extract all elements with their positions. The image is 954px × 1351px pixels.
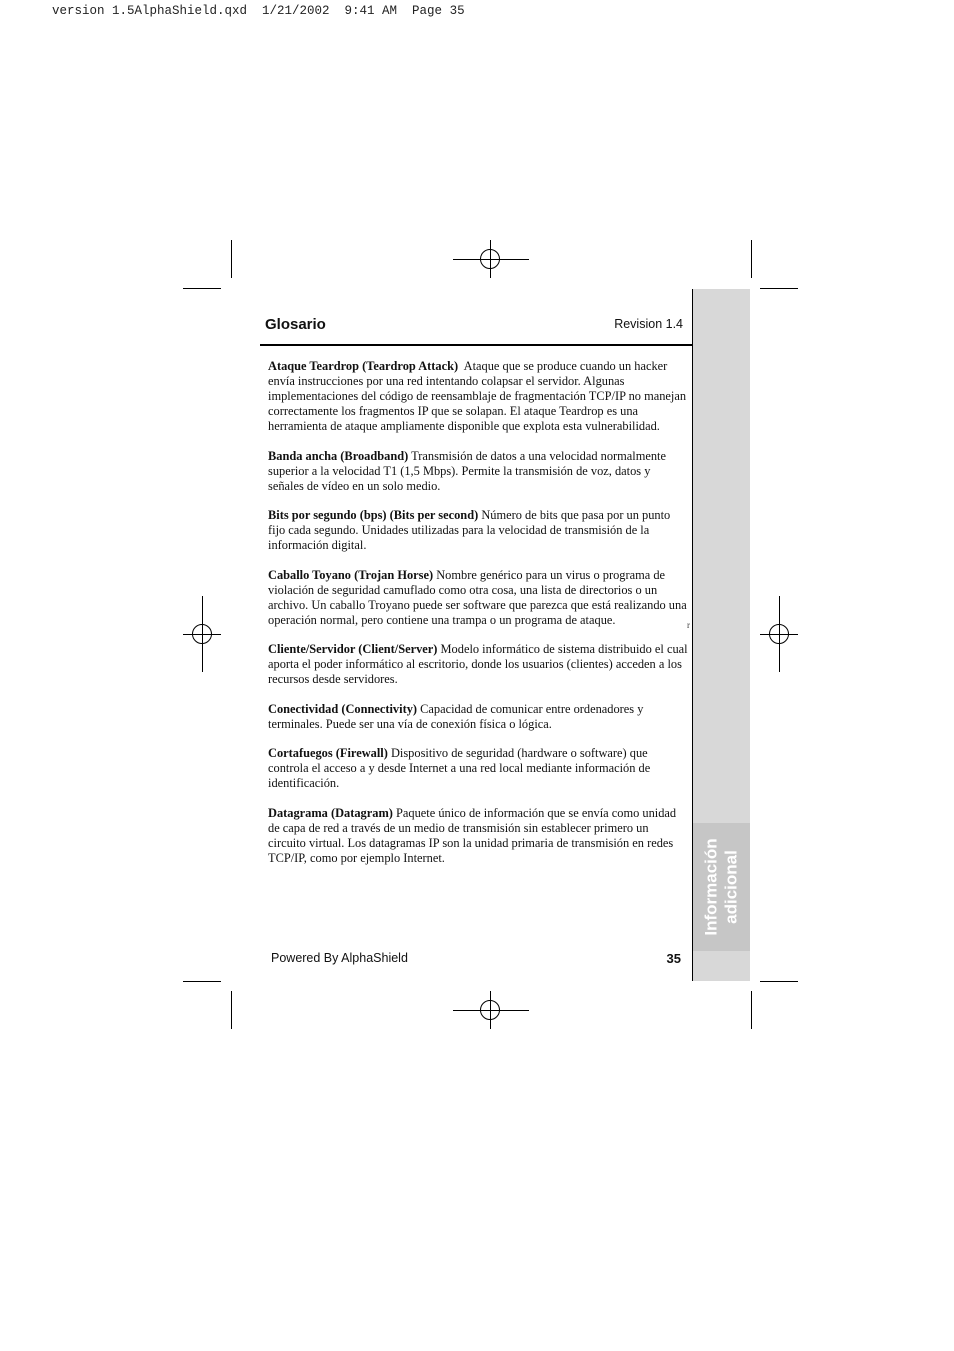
side-tab-label xyxy=(693,823,750,951)
header-rule xyxy=(260,344,693,346)
glossary-entry xyxy=(268,359,688,434)
crop-mark xyxy=(751,240,752,278)
glossary-definition: Dispositivo de seguridad (hardware o software) que controla el acceso a y desde Internet a una red local mediante información de identificación. xyxy=(268,746,651,790)
glossary-entry xyxy=(268,568,688,628)
side-tab-line1: Información xyxy=(701,838,721,936)
glossary-term: Datagrama (Datagram) xyxy=(268,805,393,820)
glossary-definition: Capacidad de comunicar entre ordenadores y terminales. Puede ser una vía de conexión física o lógica. xyxy=(268,701,644,731)
glossary-definition: Ataque que se produce cuando un hacker envía instrucciones por una red intentando colapsar el servidor. Algunas implementaciones del código de reensamblaje de fragmentación TCP/IP no manejan correctamente los fragmentos IP que se solapan. El ataque Teardrop es una herramienta de ataque ampliamente disponible que explota esta vulnerabilidad. xyxy=(268,359,687,433)
side-tab-line2: adicional xyxy=(721,850,741,924)
glossary-definition: Número de bits que pasa por un punto fijo cada segundo. Unidades utilizadas para la velocidad de transmisión de la información digital. xyxy=(268,508,671,552)
glossary-definition: Paquete único de información que se envía como unidad de capa de red a través de un medio de transmisión sin establecer primero un circuito virtual. Los datagramas IP son la unidad primaria de transmisión en redes TCP/IP, como por ejemplo Internet. xyxy=(268,805,677,865)
glossary-list xyxy=(268,359,688,880)
glossary-entry xyxy=(268,806,688,866)
glossary-entry xyxy=(268,508,688,553)
crop-mark xyxy=(231,991,232,1029)
glossary-entry xyxy=(268,449,688,494)
glossary-term: Banda ancha (Broadband) xyxy=(268,448,409,463)
glossary-term: Caballo Toyano (Trojan Horse) xyxy=(268,567,434,582)
stray-mark: r xyxy=(687,620,690,630)
glossary-term: Conectividad (Connectivity) xyxy=(268,701,418,716)
crop-mark xyxy=(183,288,221,289)
glossary-term: Ataque Teardrop (Teardrop Attack) xyxy=(268,359,459,373)
print-slug-line: version 1.5AlphaShield.qxd 1/21/2002 9:41 AM Page 35 xyxy=(52,4,465,18)
glossary-definition: Nombre genérico para un virus o programa de violación de seguridad camuflado como otra cosa, una lista de directorios o un archivo. Un caballo Troyano puede ser software que parezca que está realizando una operación normal, pero contiene una trampa o un programa de ataque. xyxy=(268,567,687,627)
glossary-term: Cliente/Servidor (Client/Server) xyxy=(268,642,438,656)
glossary-definition: Modelo informático de sistema distribuido el cual aporta el poder informático al escritorio, donde los usuarios (clientes) acceden a los recursos desde servidores. xyxy=(268,642,688,686)
glossary-term: Bits por segundo (bps) (Bits per second) xyxy=(268,508,479,522)
footer-brand: Powered By AlphaShield xyxy=(271,951,408,965)
revision-label: Revision 1.4 xyxy=(614,317,683,331)
glossary-entry xyxy=(268,746,688,791)
crop-mark xyxy=(231,240,232,278)
crop-mark xyxy=(760,981,798,982)
crop-mark xyxy=(760,288,798,289)
page-number: 35 xyxy=(666,951,681,966)
crop-mark xyxy=(751,991,752,1029)
glossary-entry xyxy=(268,702,688,732)
page-title: Glosario xyxy=(265,316,326,333)
glossary-term: Cortafuegos (Firewall) xyxy=(268,746,388,760)
crop-mark xyxy=(183,981,221,982)
vertical-rule xyxy=(692,289,693,981)
glossary-definition: Transmisión de datos a una velocidad normalmente superior a la velocidad T1 (1,5 Mbps). Permite la transmisión de voz, datos y señales de vídeo en un solo medio. xyxy=(268,448,666,493)
glossary-entry xyxy=(268,642,688,687)
